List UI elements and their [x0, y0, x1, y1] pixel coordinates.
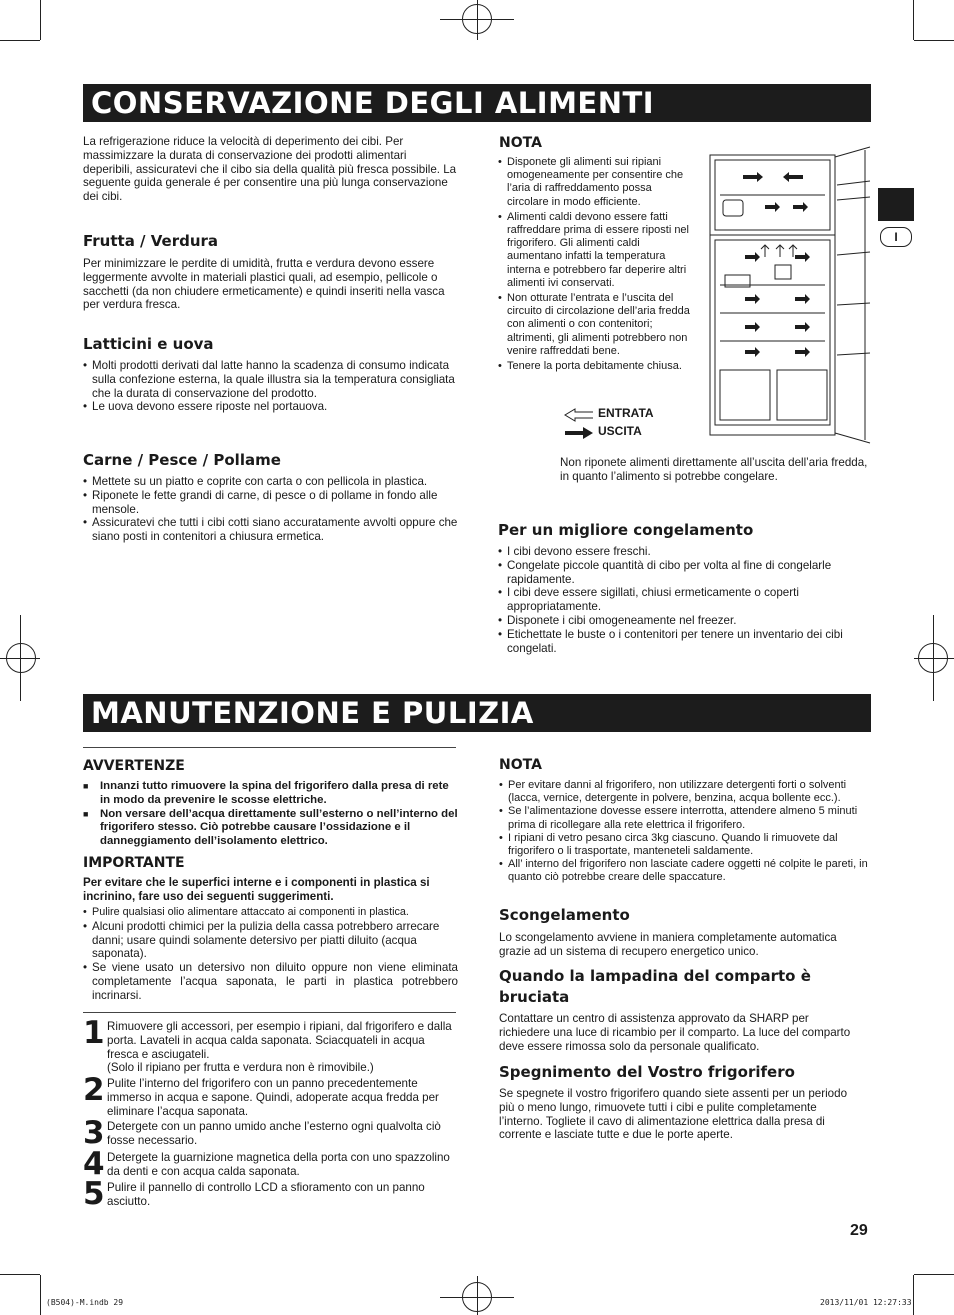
crop-mark: [914, 658, 954, 659]
language-tab-label: I: [880, 227, 912, 247]
crop-mark: [440, 19, 514, 20]
fridge-airflow-diagram: [705, 145, 873, 445]
footer-file: (B504)-M.indb 29: [46, 1298, 124, 1307]
list-item: • Le uova devono essere riposte nel portauova.: [83, 400, 458, 414]
frutta-heading: Frutta / Verdura: [83, 232, 219, 250]
congelamento-list: [498, 545, 870, 655]
step-5: [83, 1176, 458, 1212]
list-item: • Riponete le fette grandi di carne, di pesce o di pollame in fondo alle mensole.: [83, 489, 458, 517]
list-item: • Tenere la porta debitamente chiusa.: [498, 360, 696, 373]
importante-list: [83, 906, 458, 1003]
inlet-arrow-icon: [563, 408, 595, 422]
crop-mark: [477, 1276, 478, 1315]
latticini-list: [83, 359, 458, 414]
list-item: • I cibi deve essere sigillati, chiusi ermeticamente o coperti appropriatamente.: [498, 586, 870, 614]
list-item: • Pulire qualsiasi olio alimentare attaccato ai componenti in plastica.: [83, 906, 458, 920]
list-item: • Assicuratevi che tutti i cibi cotti siano accuratamente avvolti oppure che siano posti in contenitori a chiusura ermetica.: [83, 516, 458, 544]
list-item: • I cibi devono essere freschi.: [498, 545, 870, 559]
list-item: • Se viene usato un detersivo non diluito oppure non viene eliminata completamente l’acqua saponata, le parti in plastica potrebbero incrinarsi.: [83, 961, 458, 1002]
step-number: 5: [83, 1176, 105, 1212]
step-number: 4: [83, 1146, 105, 1182]
divider: [83, 1012, 456, 1013]
step-4: [83, 1146, 458, 1182]
crop-mark: [40, 1275, 41, 1315]
crop-mark: [914, 40, 954, 41]
step-text: Pulite l’interno del frigorifero con un panno precedentemente immerso in acqua e sapone. Quindi, adoperate acqua fredda per eliminare l’acqua saponata.: [107, 1077, 439, 1118]
list-item: ■ Non versare dell’acqua direttamente sull’esterno o nell’interno del frigorifero stesso. Ciò potrebbe causare l’ossidazione e il danneggiamento dell’isolamento elettrico.: [83, 808, 458, 849]
list-item: • Disponete i cibi omogeneamente nel freezer.: [498, 614, 870, 628]
lampadina-heading: Quando la lampadina del comparto è bruciata: [499, 967, 811, 1006]
list-item: • Mettete su un piatto e coprite con carta o con pellicola in plastica.: [83, 475, 458, 489]
step-3: [83, 1115, 458, 1151]
footer-timestamp: 2013/11/01 12:27:33: [820, 1298, 912, 1307]
crop-mark: [0, 658, 40, 659]
nota2-list: [499, 779, 871, 885]
crop-mark: [440, 1297, 514, 1298]
nota-heading: NOTA: [499, 135, 542, 151]
list-item: • All’ interno del frigorifero non lasciate cadere oggetti né colpite le pareti, in quanto ciò potrebbe creare delle spaccature.: [499, 858, 871, 884]
crop-mark: [913, 0, 914, 40]
carne-list: [83, 475, 458, 544]
spegnimento-heading: Spegnimento del Vostro frigorifero: [499, 1063, 795, 1081]
step-1: [83, 1015, 458, 1075]
step-number: 2: [83, 1072, 105, 1108]
frutta-paragraph: Per minimizzare le perdite di umidità, frutta e verdura devono essere leggermente avvolte in materiali plastici quali, ad esempio, pellicole o sacchetti (da non chiudere ermeticamente) e quindi inseriti nella vasca per verdura fresca.: [83, 257, 445, 312]
list-item: • Molti prodotti derivati dal latte hanno la scadenza di consumo indicata sulla confezione esterna, la quale illustra sia la temperatura consigliata che la durata di conservazione del prodotto.: [83, 359, 458, 400]
crop-mark: [0, 1274, 40, 1275]
avvertenze-list: [83, 780, 458, 849]
lampadina-text: Contattare un centro di assistenza approvato da SHARP per richiedere una luce di ricambio per il comparto. La luce del comparto deve essere rimossa solo da personale qualificato.: [499, 1012, 851, 1053]
step-number: 3: [83, 1115, 105, 1151]
step-number: 1: [83, 1015, 105, 1051]
page-number: 29: [850, 1222, 868, 1239]
nota-list: [498, 156, 696, 373]
step-text: Detergete la guarnizione magnetica della porta con uno spazzolino da denti e con acqua calda saponata.: [107, 1151, 450, 1178]
legend-uscita: USCITA: [598, 424, 642, 438]
step-text: Rimuovere gli accessori, per esempio i ripiani, dal frigorifero e dalla porta. Lavateli in acqua calda saponata. Sciacquateli in acqua fresca e asciugateli.: [107, 1020, 452, 1061]
list-item: • I ripiani di vetro pesano circa 3kg ciascuno. Quando li rimuovete dal frigorifero o li trasportate, manteneteli saldamente.: [499, 832, 871, 858]
list-item: • Disponete gli alimenti sui ripiani omogeneamente per consentire che l’aria di raffreddamento possa circolare in modo efficiente.: [498, 156, 696, 209]
nota-caption: Non riponete alimenti direttamente all’uscita dell’aria fredda, in quanto l’alimento si potrebbe congelare.: [560, 456, 868, 483]
list-item: • Congelate piccole quantità di cibo per volta al fine di congelarle rapidamente.: [498, 559, 870, 587]
nota2-heading: NOTA: [499, 757, 542, 773]
crop-mark: [0, 40, 40, 41]
list-item: • Non otturate l’entrata e l’uscita del circuito di circolazione dell’aria fredda con alimenti o con contenitori; altrimenti, gli alimenti potrebbero non venire raffreddati bene.: [498, 292, 696, 358]
outlet-arrow-icon: [563, 426, 595, 440]
avvertenze-heading: AVVERTENZE: [83, 758, 185, 774]
carne-heading: Carne / Pesce / Pollame: [83, 451, 281, 469]
importante-lead: Per evitare che le superfici interne e i componenti in plastica si incrinino, fare uso dei seguenti suggerimenti.: [83, 876, 430, 903]
list-item: ■ Innanzi tutto rimuovere la spina del frigorifero dalla presa di rete in modo da prevenire le scosse elettriche.: [83, 780, 458, 808]
list-item: • Se l’alimentazione dovesse essere interrotta, attendere almeno 5 minuti prima di ricollegare alla rete elettrica il frigorifero.: [499, 805, 871, 831]
latticini-heading: Latticini e uova: [83, 335, 214, 353]
step-2: [83, 1072, 458, 1118]
crop-mark: [913, 1275, 914, 1315]
list-item: • Alcuni prodotti chimici per la pulizia della cassa potrebbero arrecare danni; usare quindi solamente detersivo per piatti diluito (acqua saponata).: [83, 920, 458, 961]
section-title-conservazione: CONSERVAZIONE DEGLI ALIMENTI: [83, 84, 871, 122]
divider: [83, 747, 456, 748]
language-tab: [878, 188, 914, 221]
crop-mark: [914, 1274, 954, 1275]
crop-mark: [40, 0, 41, 40]
congelamento-heading: Per un migliore congelamento: [498, 521, 754, 539]
list-item: • Per evitare danni al frigorifero, non utilizzare detergenti forti o solventi (lacca, vernice, detergente in polvere, benzina, acqua bollente ecc.).: [499, 779, 871, 805]
spegnimento-text: Se spegnete il vostro frigorifero quando siete assenti per un periodo più o meno lungo, rimuovete tutti i cibi e pulite completamente l’interno. Togliete il cavo di alimentazione elettrica dalla presa di corrente e lasciate tutte e due le porte aperte.: [499, 1087, 848, 1142]
legend-entrata: ENTRATA: [598, 406, 654, 420]
list-item: • Etichettate le buste o i contenitori per tenere un inventario dei cibi congelati.: [498, 628, 870, 656]
list-item: • Alimenti caldi devono essere fatti raffreddare prima di essere riposti nel frigorifero. Gli alimenti caldi aumentano infatti la temperatura interna e potrebbero far deperire altri alimenti ivi conservati.: [498, 211, 696, 290]
section-title-manutenzione: MANUTENZIONE E PULIZIA: [83, 694, 871, 732]
scongelamento-heading: Scongelamento: [499, 906, 630, 924]
step-text: Pulire il pannello di controllo LCD a sfioramento con un panno asciutto.: [107, 1181, 425, 1208]
step-note: (Solo il ripiano per frutta e verdura non è rimovibile.): [107, 1061, 374, 1075]
importante-heading: IMPORTANTE: [83, 855, 185, 871]
step-text: Detergete con un panno umido anche l’esterno ogni qualvolta ciò fosse necessario.: [107, 1120, 441, 1147]
crop-mark: [477, 0, 478, 40]
intro-paragraph: La refrigerazione riduce la velocità di deperimento dei cibi. Per massimizzare la durata di conservazione dei prodotti alimentari deperibili, assicuratevi che il cibo sia della qualità più fresca possibile. La seguente guida generale é per consentire una più lunga conservazione dei cibi.: [83, 135, 457, 204]
scongelamento-text: Lo scongelamento avviene in maniera completamente automatica grazie ad un sistema di recupero energetico unico.: [499, 931, 837, 958]
